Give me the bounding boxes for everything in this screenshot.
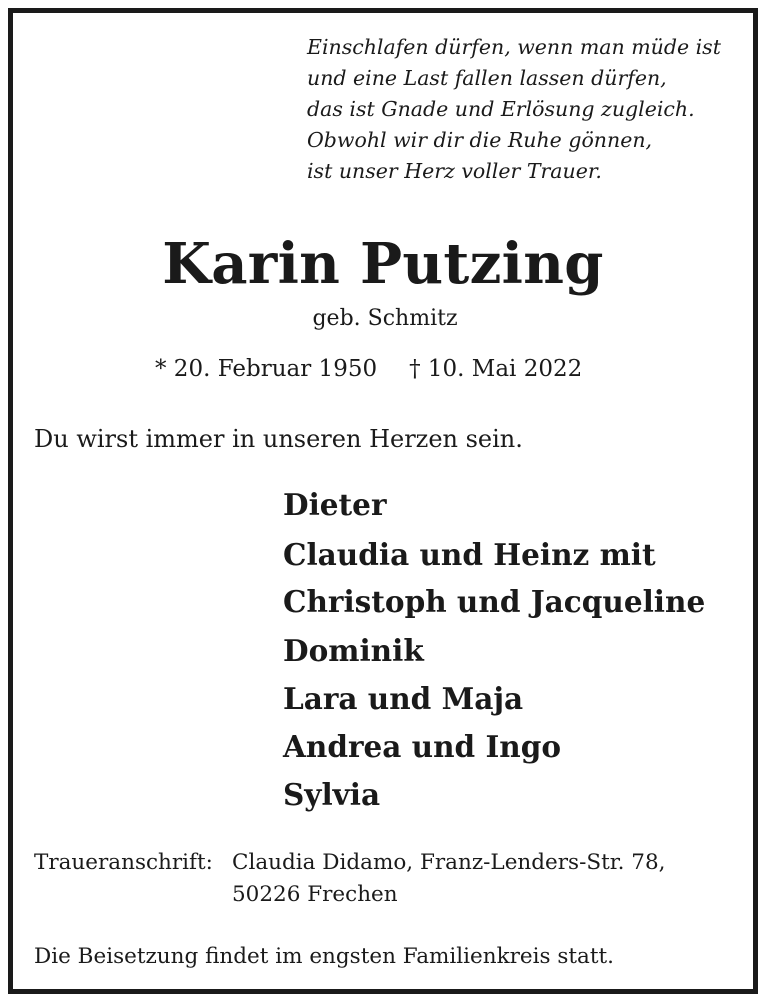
mourner: Sylvia [283,777,381,812]
mourner: Lara und Maja [283,681,524,716]
mourner: Christoph und Jacqueline [283,584,706,619]
poem-line: Einschlafen dürfen, wenn man müde ist [307,35,721,59]
death-date: † 10. Mai 2022 [409,356,583,382]
mourning-address [34,847,666,911]
mourner: Andrea und Ingo [283,729,562,764]
poem-line: ist unser Herz voller Trauer. [307,159,602,183]
poem-line: das ist Gnade und Erlösung zugleich. [307,97,695,121]
mourner-group [283,531,705,629]
motto: Du wirst immer in unseren Herzen sein. [34,425,523,453]
maiden-name: geb. Schmitz [312,306,458,331]
burial-note: Die Beisetzung findet im engsten Familienkreis statt. [34,944,614,969]
address-line: Claudia Didamo, Franz-Lenders-Str. 78, [232,850,666,875]
poem-line: Obwohl wir dir die Ruhe gönnen, [307,128,653,152]
mourner: Claudia und Heinz mit [283,537,656,572]
mourners-list [283,483,705,821]
birth-date: * 20. Februar 1950 [155,356,378,382]
address-label: Traueranschrift: [34,850,213,875]
poem-line: und eine Last fallen lassen dürfen, [307,66,667,90]
deceased-name: Karin Putzing [162,231,604,297]
address-line: 50226 Frechen [232,882,398,907]
mourner: Dominik [283,633,424,668]
life-dates [155,351,582,387]
mourner: Dieter [283,487,387,522]
poem [307,32,721,187]
